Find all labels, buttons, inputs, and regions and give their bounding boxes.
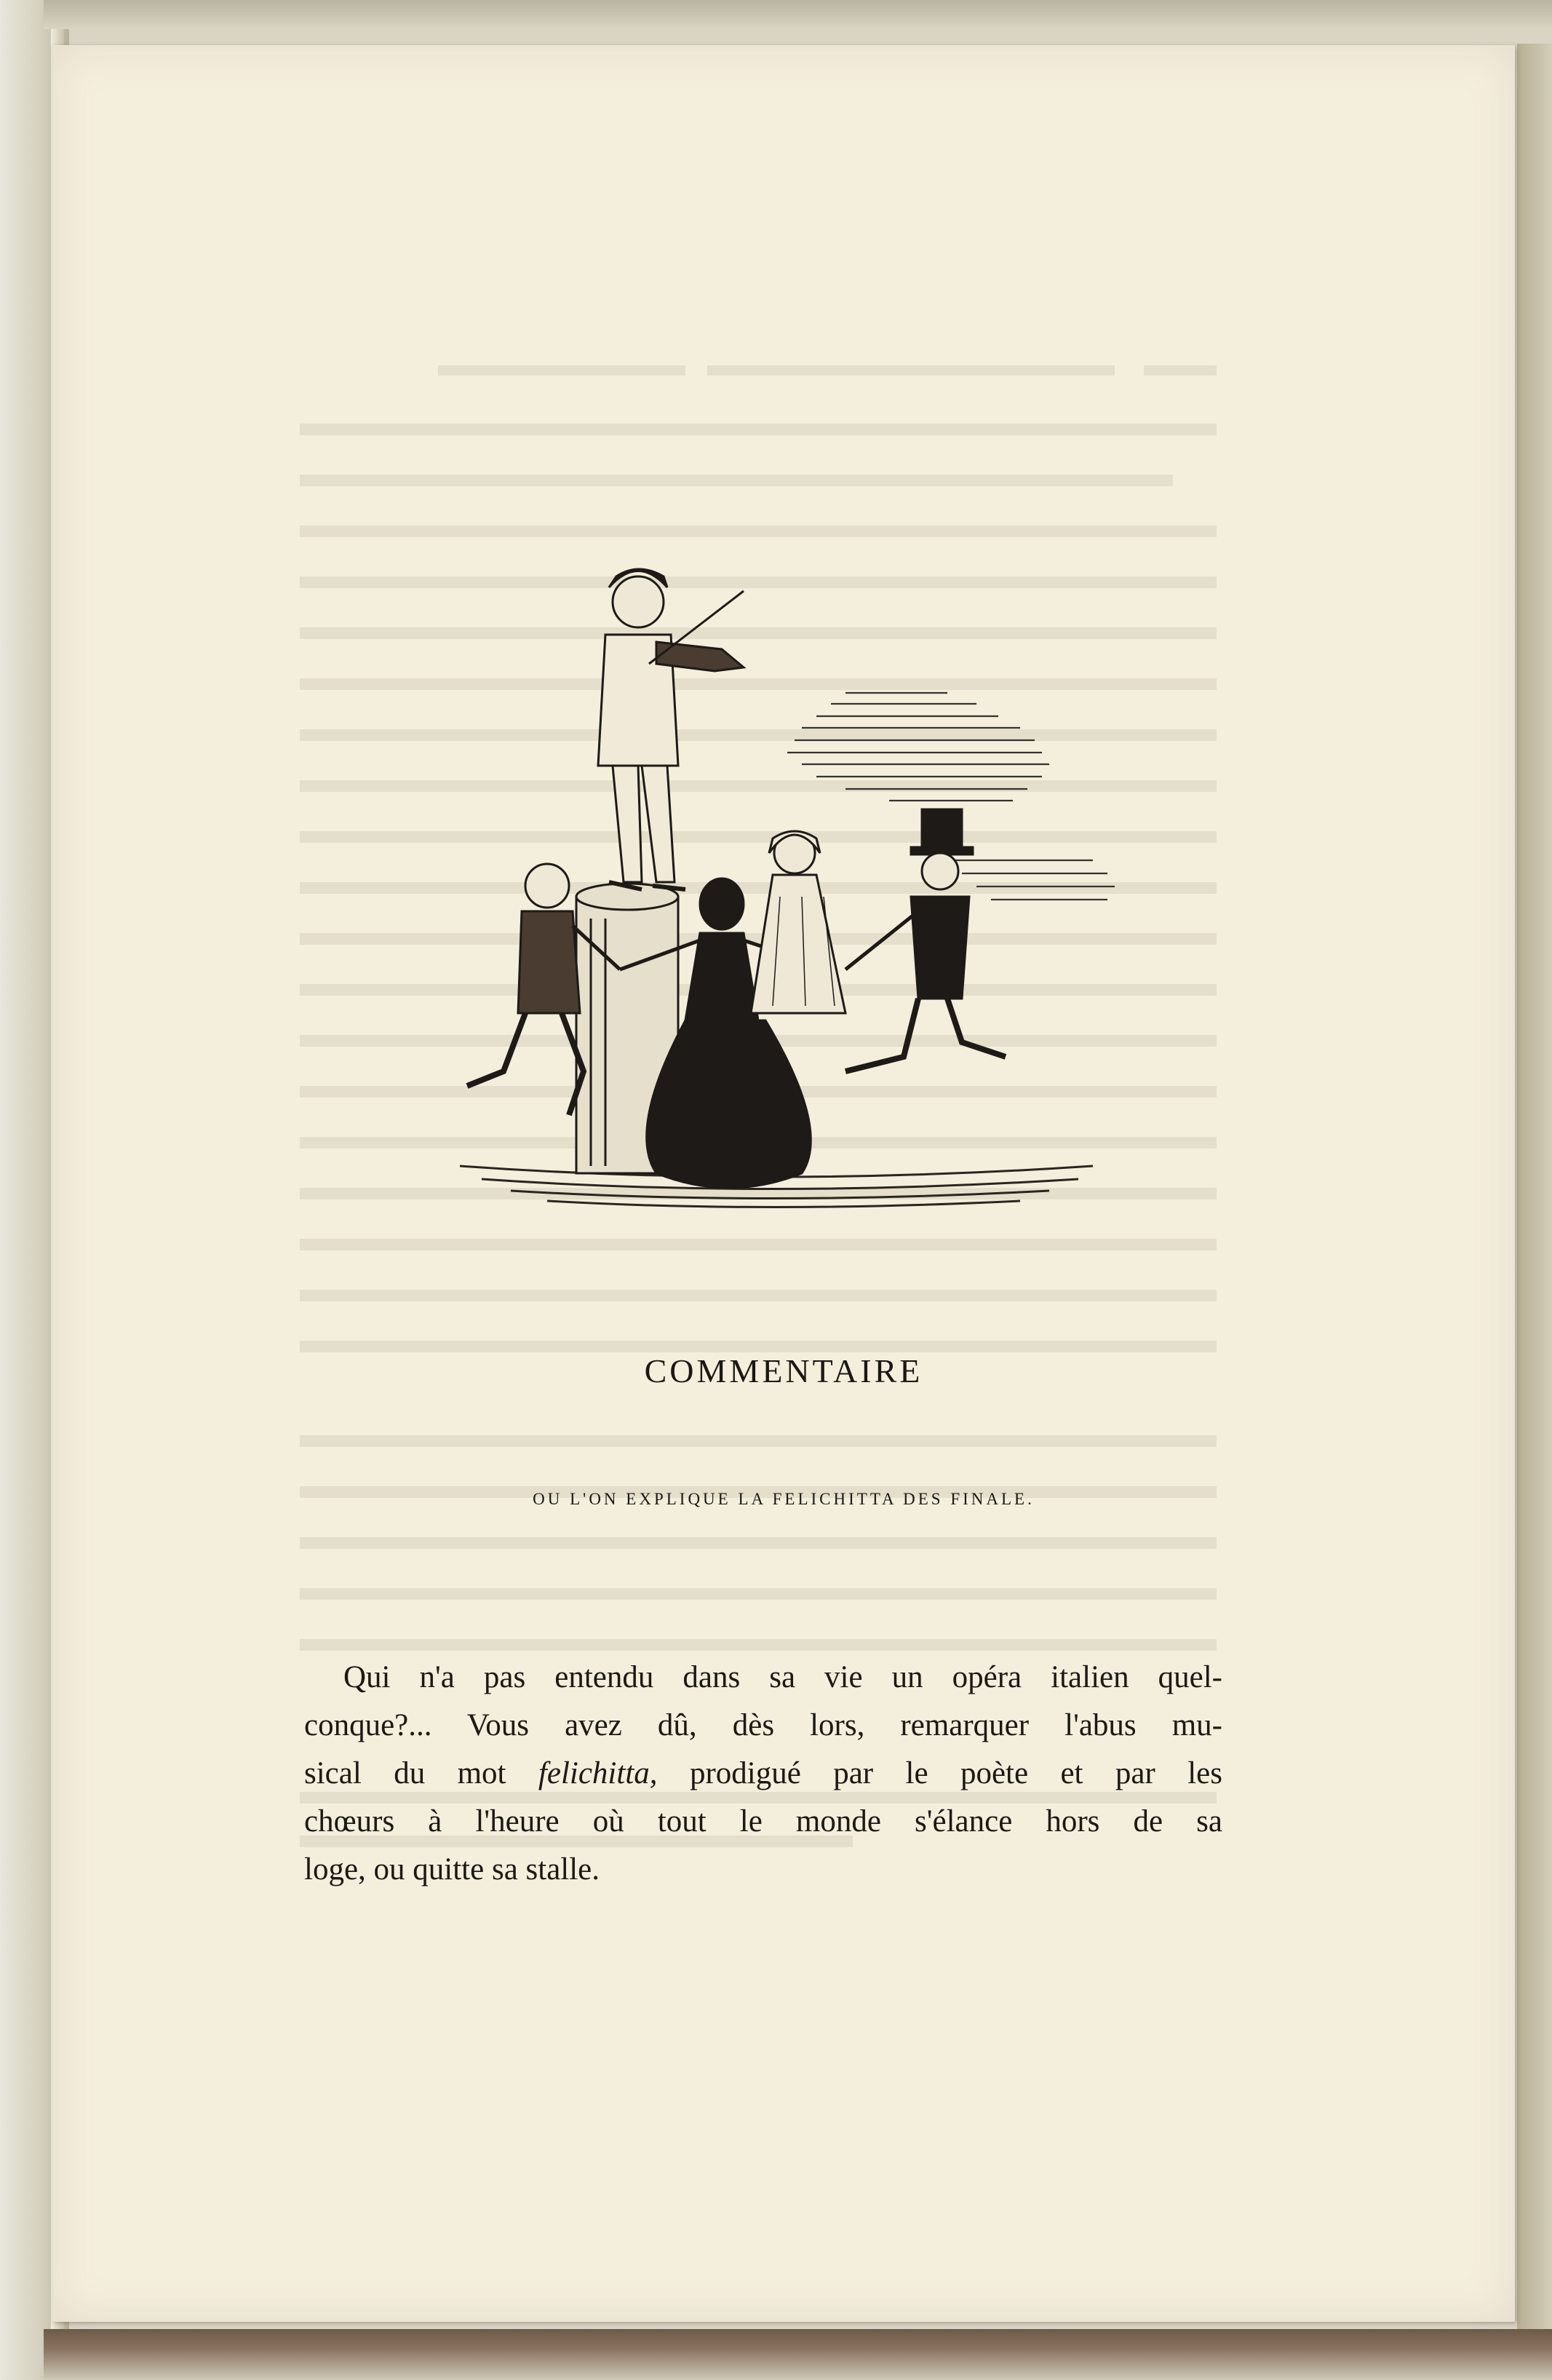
body-line: chœurs à l'heure où tout le monde s'élance hors de sa <box>304 1804 1222 1838</box>
body-line: Qui n'a pas entendu dans sa vie un opéra italien quel- <box>343 1660 1222 1694</box>
body-line-start: sical du mot <box>304 1756 538 1790</box>
chapter-title: COMMENTAIRE <box>644 1352 923 1389</box>
body-paragraph <box>304 1654 1222 1894</box>
chapter-subtitle: OU L'ON EXPLIQUE LA FELICHITTA DES FINALE. <box>533 1490 1035 1508</box>
violinist-figure-icon <box>598 569 744 889</box>
cover-bottom-edge <box>44 2329 1552 2380</box>
italic-word: felichitta, <box>538 1756 658 1790</box>
body-line: conque?... Vous avez dû, dès lors, remarquer l'abus mu- <box>304 1708 1222 1742</box>
dancer-top-hat-icon <box>845 809 1006 1071</box>
body-line: loge, ou quitte sa stalle. <box>304 1852 600 1887</box>
dancer-bonnet-icon <box>751 831 845 1013</box>
cover-top-edge <box>44 0 1552 29</box>
engraving-illustration <box>438 547 1166 1224</box>
cover-right-edge <box>1517 44 1552 2336</box>
body-line <box>304 1750 1222 1798</box>
body-line-end: prodigué par le poète et par les <box>657 1756 1222 1790</box>
book-page <box>52 45 1515 2322</box>
